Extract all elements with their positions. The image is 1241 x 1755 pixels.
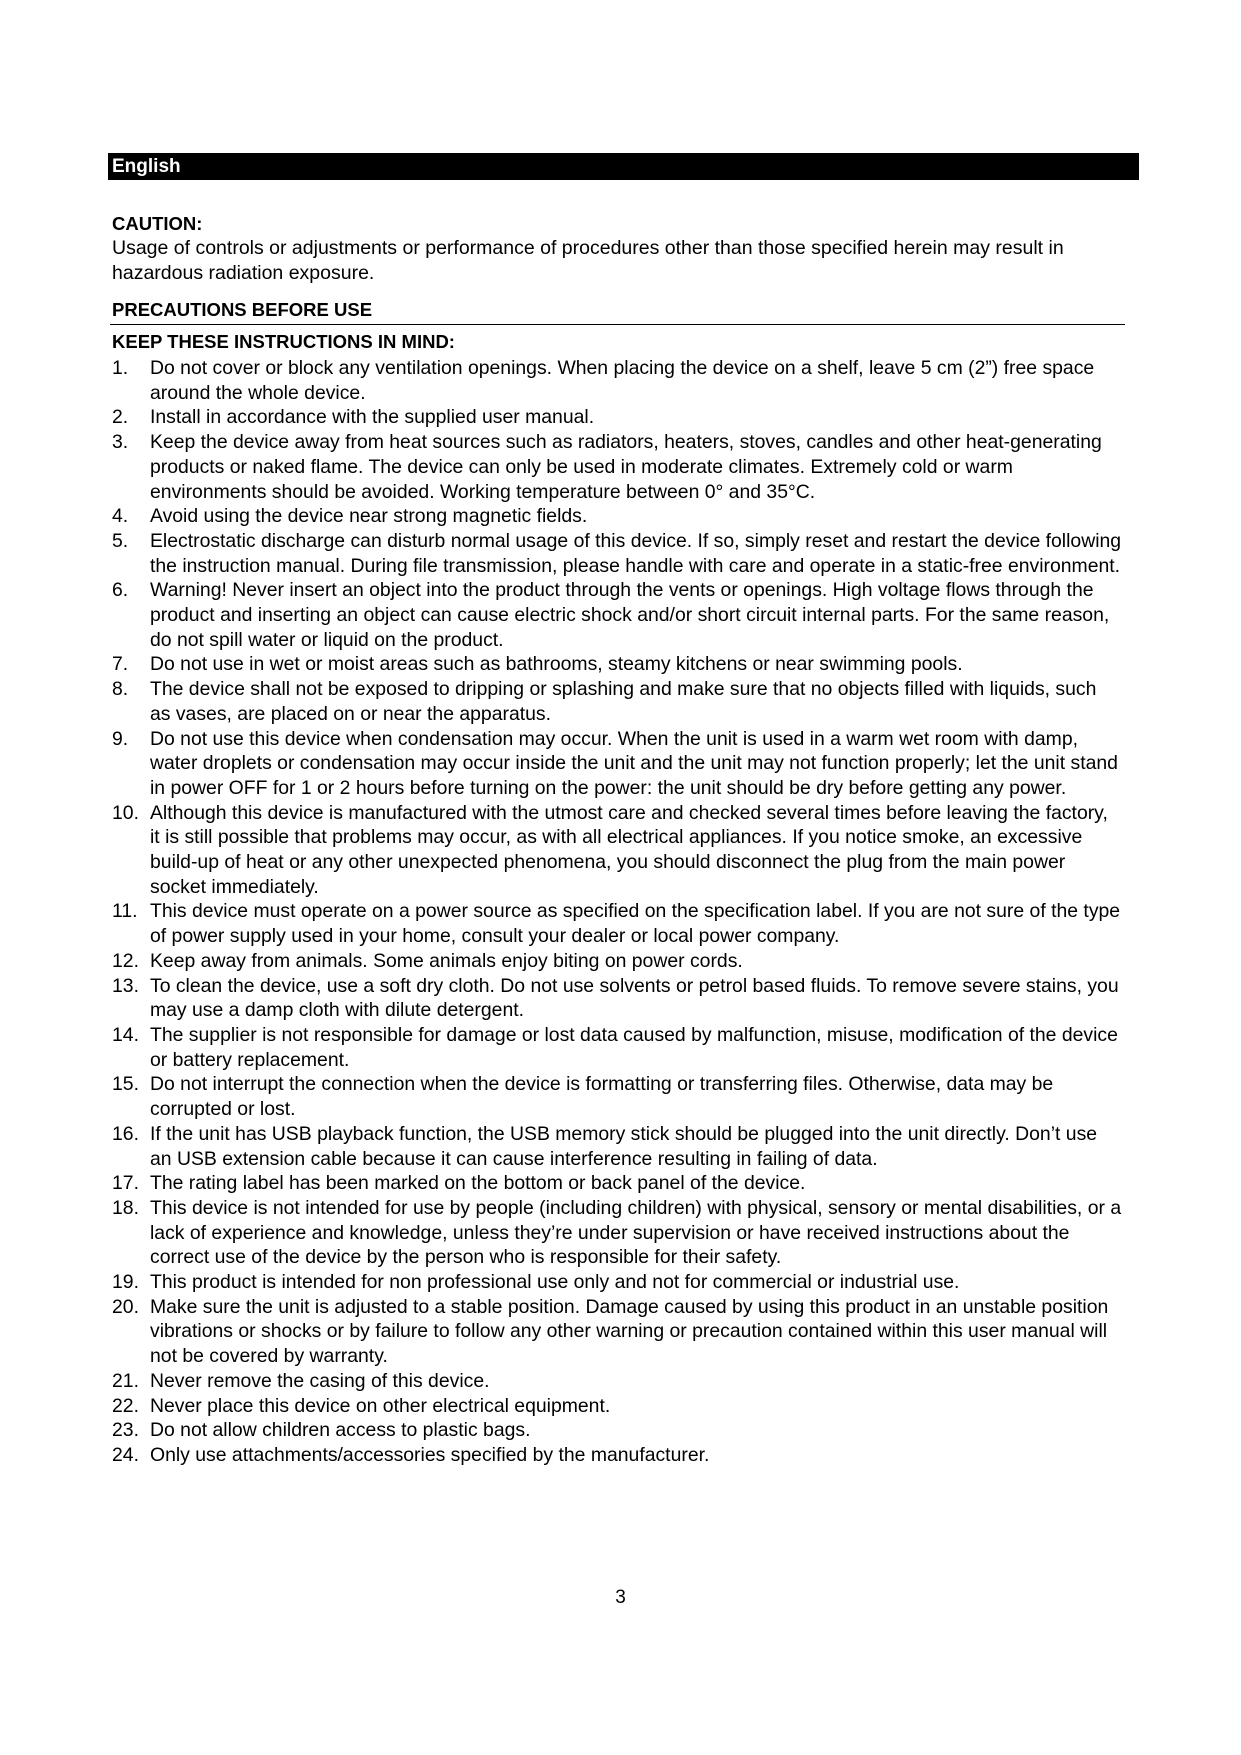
list-item-number: 13. bbox=[112, 974, 139, 997]
list-item-number: 24. bbox=[112, 1443, 139, 1466]
list-item bbox=[112, 1023, 1122, 1072]
list-item-number: 18. bbox=[112, 1196, 139, 1219]
list-item-text: The rating label has been marked on the bottom or back panel of the device. bbox=[150, 1172, 806, 1195]
list-item bbox=[112, 430, 1122, 504]
caution-text: Usage of controls or adjustments or performance of procedures other than those specified herein may result in hazardous radiation exposure. bbox=[112, 237, 1064, 284]
list-item bbox=[112, 1171, 1122, 1196]
list-item-text: Install in accordance with the supplied user manual. bbox=[150, 406, 595, 429]
list-item-text: Never remove the casing of this device. bbox=[150, 1369, 490, 1392]
list-item-number: 23. bbox=[112, 1419, 139, 1442]
list-item-text: Warning! Never insert an object into the product through the vents or openings. High voltage flows through the product and inserting an object can cause electric shock and/or short circuit internal parts. For the same reason, do not spill water or liquid on the product. bbox=[150, 579, 1110, 651]
section-divider bbox=[110, 324, 1125, 325]
list-item bbox=[112, 1418, 1122, 1443]
list-item-text: Do not cover or block any ventilation openings. When placing the device on a shelf, leave 5 cm (2”) free space around the whole device. bbox=[150, 357, 1095, 404]
list-item-number: 20. bbox=[112, 1295, 139, 1318]
list-item-number: 4. bbox=[112, 505, 129, 528]
list-item-text: The supplier is not responsible for damage or lost data caused by malfunction, misuse, modification of the device or battery replacement. bbox=[150, 1023, 1118, 1071]
list-item-text: Although this device is manufactured with the utmost care and checked several times before leaving the factory, it is still possible that problems may occur, as with all electrical appliances. If you notice smoke, an excessive build-up of heat or any other unexpected phenomena, you should disconnect the plug from the main power socket immediately. bbox=[150, 801, 1108, 898]
list-item-text: Avoid using the device near strong magnetic fields. bbox=[150, 505, 588, 528]
instructions-subheading: KEEP THESE INSTRUCTIONS IN MIND: bbox=[112, 331, 455, 352]
list-item-number: 11. bbox=[112, 900, 138, 923]
list-item bbox=[112, 405, 1122, 430]
list-item bbox=[112, 727, 1122, 801]
list-item bbox=[112, 356, 1122, 405]
list-item-number: 14. bbox=[112, 1023, 139, 1046]
list-item bbox=[112, 1443, 1122, 1468]
list-item-text: Keep the device away from heat sources such as radiators, heaters, stoves, candles and other heat-generating products or naked flame. The device can only be used in moderate climates. Extremely cold or warm environments should be avoided. Working temperature between 0° and 35°C. bbox=[150, 431, 1102, 503]
list-item bbox=[112, 899, 1122, 948]
list-item-number: 8. bbox=[112, 678, 129, 701]
caution-title: CAUTION: bbox=[112, 213, 203, 234]
list-item bbox=[112, 801, 1122, 900]
list-item bbox=[112, 1072, 1122, 1121]
list-item-number: 16. bbox=[112, 1122, 139, 1145]
list-item-text: If the unit has USB playback function, the USB memory stick should be plugged into the unit directly. Don’t use an USB extension cable because it can cause interference resulting in failing of data. bbox=[150, 1122, 1098, 1170]
list-item-number: 10. bbox=[112, 801, 139, 824]
list-item bbox=[112, 652, 1122, 677]
page-number: 3 bbox=[615, 1587, 626, 1608]
list-item bbox=[112, 1295, 1122, 1369]
language-header-bar bbox=[108, 153, 1139, 180]
list-item bbox=[112, 677, 1122, 726]
list-item-number: 9. bbox=[112, 727, 129, 750]
list-item-number: 3. bbox=[112, 431, 129, 454]
list-item-text: Do not allow children access to plastic bags. bbox=[150, 1419, 531, 1442]
list-item bbox=[112, 1394, 1122, 1419]
list-item-text: This device is not intended for use by people (including children) with physical, sensory or mental disabilities, or a lack of experience and knowledge, unless they’re under supervision or have received instructions about the correct use of the device by the person who is responsible for their safety. bbox=[150, 1196, 1122, 1269]
list-item bbox=[112, 1196, 1122, 1270]
list-item-number: 2. bbox=[112, 406, 129, 429]
list-item-text: The device shall not be exposed to dripping or splashing and make sure that no objects filled with liquids, such as vases, are placed on or near the apparatus. bbox=[150, 678, 1097, 725]
list-item-text: This product is intended for non professional use only and not for commercial or industrial use. bbox=[150, 1271, 960, 1294]
list-item-number: 1. bbox=[112, 357, 129, 379]
list-item-number: 19. bbox=[112, 1271, 139, 1294]
list-item-number: 22. bbox=[112, 1394, 139, 1417]
list-item-text: This device must operate on a power source as specified on the specification label. If you are not sure of the type of power supply used in your home, consult your dealer or local power company. bbox=[150, 900, 1121, 948]
list-item-text: Make sure the unit is adjusted to a stable position. Damage caused by using this product in an unstable position vibrations or shocks or by failure to follow any other warning or precaution contained within this user manual will not be covered by warranty. bbox=[150, 1295, 1109, 1368]
list-item-text: Electrostatic discharge can disturb normal usage of this device. If so, simply reset and restart the device following the instruction manual. During file transmission, please handle with care and operate in a static-free environment. bbox=[150, 529, 1122, 577]
list-item bbox=[112, 949, 1122, 974]
list-item-text: Never place this device on other electrical equipment. bbox=[150, 1394, 611, 1417]
list-item bbox=[112, 578, 1122, 652]
list-item-number: 17. bbox=[112, 1172, 139, 1195]
list-item-number: 15. bbox=[112, 1073, 139, 1096]
list-item-number: 7. bbox=[112, 653, 129, 676]
language-label: English bbox=[112, 156, 181, 177]
precautions-list bbox=[112, 356, 1122, 1468]
list-item-number: 12. bbox=[112, 949, 139, 972]
list-item bbox=[112, 1369, 1122, 1394]
list-item-text: Do not interrupt the connection when the device is formatting or transferring files. Otherwise, data may be corrupted or lost. bbox=[150, 1073, 1054, 1121]
list-item bbox=[112, 1270, 1122, 1295]
list-item-text: Only use attachments/accessories specified by the manufacturer. bbox=[150, 1443, 710, 1466]
list-item-number: 5. bbox=[112, 529, 129, 552]
list-item bbox=[112, 529, 1122, 578]
list-item bbox=[112, 974, 1122, 1023]
list-item-text: Do not use this device when condensation may occur. When the unit is used in a warm wet room with damp, water droplets or condensation may occur inside the unit and the unit may not function properly; let the unit stand in power OFF for 1 or 2 hours before turning on the power: the unit should be dry before getting any power. bbox=[150, 727, 1118, 799]
precautions-heading: PRECAUTIONS BEFORE USE bbox=[112, 299, 373, 320]
list-item bbox=[112, 504, 1122, 529]
list-item-text: Do not use in wet or moist areas such as bathrooms, steamy kitchens or near swimming pools. bbox=[150, 653, 963, 676]
list-item-text: Keep away from animals. Some animals enjoy biting on power cords. bbox=[150, 949, 743, 972]
list-item bbox=[112, 1122, 1122, 1171]
list-item-number: 21. bbox=[112, 1369, 139, 1392]
list-item-number: 6. bbox=[112, 579, 129, 602]
list-item-text: To clean the device, use a soft dry cloth. Do not use solvents or petrol based fluids. To remove severe stains, you may use a damp cloth with dilute detergent. bbox=[150, 974, 1119, 1022]
